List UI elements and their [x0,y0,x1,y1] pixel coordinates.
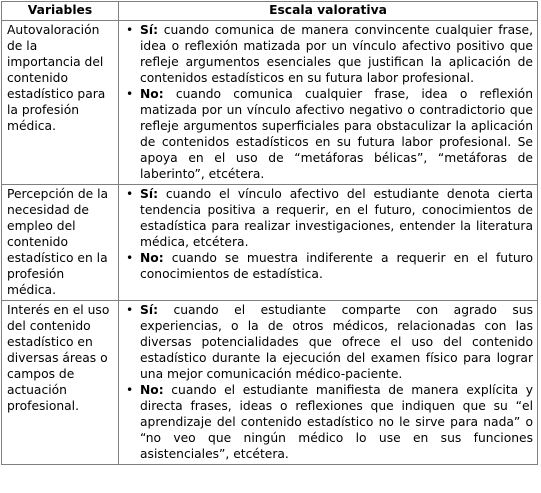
criterion-body: cuando el estudiante manifiesta de manera explícita y directa frases, ideas o reflexiones que indiquen que su “el aprendizaje del contenido estadístico no le sirve para nada” o “no veo que ningún médico lo use en sus funciones asistenciales”, etcétera. [140,383,533,461]
criterion-text [140,302,533,382]
criterion-si [124,22,533,86]
bullet-icon: • [126,303,134,317]
criterion-no [124,250,533,282]
criterion-lead: No: [140,87,164,101]
criterion-lead: Sí: [140,303,158,317]
criterion-no [124,382,533,462]
criterion-si [124,186,533,250]
criterion-lead: No: [140,251,164,265]
bullet-icon: • [126,251,134,265]
criteria-cell [119,21,538,185]
header-row [2,2,538,21]
criterion-si [124,302,533,382]
criterion-text [140,186,533,250]
criterion-lead: Sí: [140,187,158,201]
variable-cell: Autovaloración de la importancia del contenido estadístico para la profesión médica. [2,21,119,185]
criterion-body: cuando comunica cualquier frase, idea o reflexión matizada por un vínculo afectivo negativo o contradictorio que refleje argumentos superficiales para obstaculizar la aplicación de contenidos estadísticos en su futura labor profesional. Se apoya en el uso de “metáforas bélicas”, “metáforas de laberinto”, etcétera. [140,87,533,181]
criterion-lead: No: [140,383,164,397]
criterion-no [124,86,533,182]
variable-cell: Interés en el uso del contenido estadístico en diversas áreas o campos de actuación profesional. [2,301,119,465]
bullet-icon: • [126,383,134,397]
table-row [2,21,538,185]
table-row [2,185,538,301]
table-row [2,301,538,465]
bullet-icon: • [126,23,134,37]
criteria-cell [119,185,538,301]
criteria-cell [119,301,538,465]
criteria-table [1,1,538,465]
criterion-body: cuando comunica de manera convincente cualquier frase, idea o reflexión matizada por un vínculo afectivo positivo que refleje argumentos esenciales que justifican la aplicación de contenidos estadísticos en su futura labor profesional. [140,23,533,85]
criterion-text [140,22,533,86]
criterion-body: cuando el estudiante comparte con agrado sus experiencias, o la de otros médicos, relacionadas con las diversas potencialidades que ofrece el uso del contenido estadístico durante la ejecución del examen físico para lograr una mejor comunicación médico-paciente. [140,303,533,381]
criterion-text [140,86,533,182]
header-variables: Variables [2,2,119,21]
criterion-lead: Sí: [140,23,158,37]
header-escala-valorativa: Escala valorativa [119,2,538,21]
criterion-text [140,250,533,282]
criterion-body: cuando se muestra indiferente a requerir en el futuro conocimientos de estadística. [140,251,533,281]
bullet-icon: • [126,87,134,101]
variable-cell: Percepción de la necesidad de empleo del contenido estadístico en la profesión médica. [2,185,119,301]
criterion-text [140,382,533,462]
criterion-body: cuando el vínculo afectivo del estudiante denota cierta tendencia positiva a requerir, en el futuro, conocimientos de estadística para realizar investigaciones, entender la literatura médica, etcétera. [140,187,533,249]
bullet-icon: • [126,187,134,201]
